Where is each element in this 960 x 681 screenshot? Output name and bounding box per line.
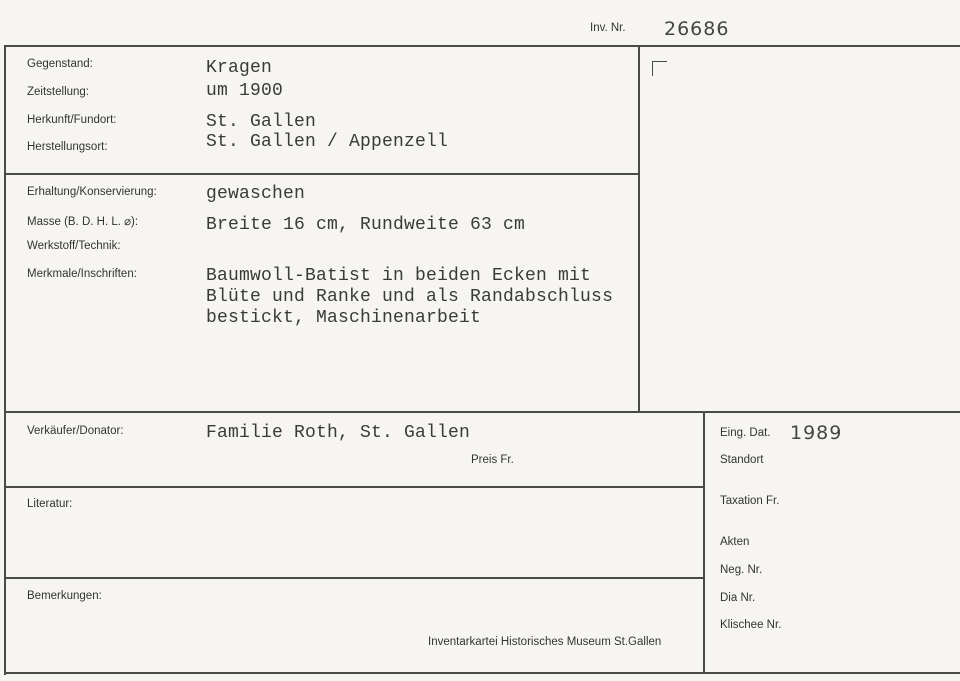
middle-vertical-rule [638,45,640,412]
masse-label: Masse (B. D. H. L. ⌀): [27,216,139,228]
herkunft-label: Herkunft/Fundort: [27,114,117,126]
werkstoff-label: Werkstoff/Technik: [27,240,121,252]
bottom-rule [4,672,960,674]
gegenstand-label: Gegenstand: [27,58,93,70]
left-rule [4,45,6,675]
verkaeufer-value: Familie Roth, St. Gallen [206,423,471,443]
preis-label: Preis Fr. [471,454,514,466]
section2-divider [4,411,960,413]
footer-museum-text: Inventarkartei Historisches Museum St.Gallen [428,636,662,648]
inv-nr-value: 26686 [664,18,730,40]
literatur-label: Literatur: [27,498,73,510]
herkunft-value: St. Gallen [206,112,317,132]
herstellungsort-label: Herstellungsort: [27,141,108,153]
literatur-divider [4,577,704,579]
klischee-nr-label: Klischee Nr. [720,619,782,631]
sidebar-vertical-rule [703,411,705,673]
bemerkungen-label: Bemerkungen: [27,590,102,602]
merkmale-value: Baumwoll-Batist in beiden Ecken mit Blüte und Ranke und als Randabschluss bestickt, Maschinenarbeit [206,266,614,328]
verkaeufer-label: Verkäufer/Donator: [27,425,124,437]
erhaltung-value: gewaschen [206,184,306,204]
inv-nr-label: Inv. Nr. [590,22,626,34]
taxation-label: Taxation Fr. [720,495,780,507]
erhaltung-label: Erhaltung/Konservierung: [27,186,157,198]
eing-dat-value: 1989 [790,422,843,444]
dia-nr-label: Dia Nr. [720,592,756,604]
zeitstellung-label: Zeitstellung: [27,86,90,98]
herstellungsort-value: St. Gallen / Appenzell [206,132,449,152]
zeitstellung-value: um 1900 [206,81,284,101]
top-rule [4,45,960,47]
merkmale-label: Merkmale/Inschriften: [27,268,137,280]
verkaeufer-divider [4,486,704,488]
neg-nr-label: Neg. Nr. [720,564,763,576]
gegenstand-value: Kragen [206,58,273,78]
masse-value: Breite 16 cm, Rundweite 63 cm [206,215,526,235]
eing-dat-label: Eing. Dat. [720,427,771,439]
section1-divider [4,173,639,175]
akten-label: Akten [720,536,750,548]
photo-corner-mark [652,61,667,76]
standort-label: Standort [720,454,764,466]
